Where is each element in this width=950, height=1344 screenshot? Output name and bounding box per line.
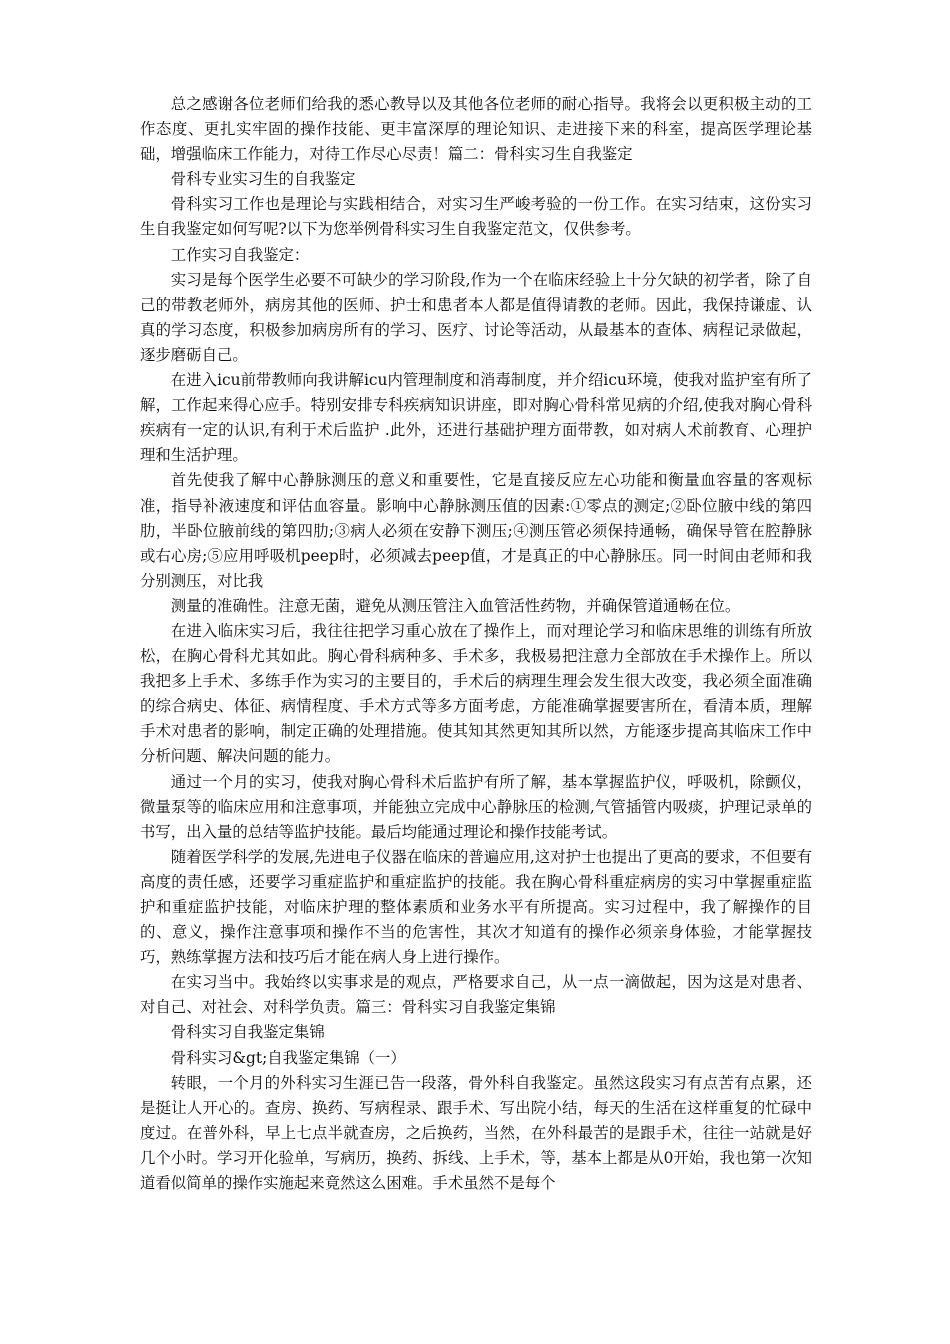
paragraph: 在进入icu前带教师向我讲解icu内管理制度和消毒制度，并介绍icu环境，使我对监护室有所了解，工作起来得心应手。特别安排专科疾病知识讲座，即对胸心骨科常见病的介绍,使我对胸心骨科疾病有一定的认识,有利于术后监护 .此外，还进行基础护理方面带教，如对病人术前教育、心理护理和生活护理。 [140, 371, 812, 465]
paragraph: 在进入临床实习后，我往往把学习重心放在了操作上，而对理论学习和临床思维的训练有所放松，在胸心骨科尤其如此。胸心骨科病种多、手术多，我极易把注意力全部放在手术操作上。所以我把多上手术、多练手作为实习的主要目的，手术后的病理生理会发生很大改变，我必须全面准确的综合病史、体征、病情程度、手术方式等多方面考虑，方能准确掌握要害所在，看清本质，理解手术对患者的影响，制定正确的处理措施。使其知其然更知其所以然，方能逐步提高其临床工作中分析问题、解决问题的能力。 [140, 621, 812, 766]
paragraph: 在实习当中。我始终以实事求是的观点，严格要求自己，从一点一滴做起，因为这是对患者、对自己、对社会、对科学负责。篇三：骨科实习自我鉴定集锦 [140, 973, 812, 1017]
document-page [140, 92, 812, 1196]
paragraph: 骨科实习工作也是理论与实践相结合，对实习生严峻考验的一份工作。在实习结束，这份实习生自我鉴定如何写呢?以下为您举例骨科实习生自我鉴定范文，仅供参考。 [140, 195, 812, 239]
paragraph: 通过一个月的实习，使我对胸心骨科术后监护有所了解，基本掌握监护仪，呼吸机，除颤仪，微量泵等的临床应用和注意事项，并能独立完成中心静脉压的检测,气管插管内吸痰，护理记录单的书写，出入量的总结等监护技能。最后均能通过理论和操作技能考试。 [140, 772, 812, 841]
paragraph: 实习是每个医学生必要不可缺少的学习阶段,作为一个在临床经验上十分欠缺的初学者，除了自己的带教老师外，病房其他的医师、护士和患者本人都是值得请教的老师。因此，我保持谦虚、认真的学习态度，积极参加病房所有的学习、医疗、讨论等活动，从最基本的查体、病程记录做起，逐步磨砺自己。 [140, 270, 812, 364]
section-heading: 骨科专业实习生的自我鉴定 [170, 170, 356, 189]
paragraph: 转眼，一个月的外科实习生涯已告一段落，骨外科自我鉴定。虽然这段实习有点苦有点累，还是挺让人开心的。查房、换药、写病程录、跟手术、写出院小结，每天的生活在这样重复的忙碌中度过。在普外科，早上七点半就查房，之后换药，当然，在外科最苦的是跟手术，往往一站就是好几个小时。学习开化验单，写病历，换药、拆线、上手术，等，基本上都是从0开始，我也第一次知道看似简单的操作实施起来竟然这么困难。手术虽然不是每个 [140, 1073, 812, 1193]
paragraph: 首先使我了解中心静脉测压的意义和重要性，它是直接反应左心功能和衡量血容量的客观标准，指导补液速度和评估血容量。影响中心静脉测压值的因素:①零点的测定;②卧位腋中线的第四肋，半卧位腋前线的第四肋;③病人必须在安静下测压;④测压管必须保持通畅，确保导管在腔静脉或右心房;⑤应用呼吸机peep时，必须减去peep值，才是真正的中心静脉压。同一时间由老师和我分别测压，对比我 [140, 471, 812, 590]
paragraph: 测量的准确性。注意无菌，避免从测压管注入血管活性药物，并确保管道通畅在位。 [170, 596, 741, 615]
section-heading: 骨科实习自我鉴定集锦 [170, 1023, 325, 1042]
subheading: 骨科实习&gt;自我鉴定集锦（一） [170, 1048, 406, 1067]
subheading: 工作实习自我鉴定： [170, 245, 310, 264]
paragraph: 随着医学科学的发展,先进电子仪器在临床的普遍应用,这对护士也提出了更高的要求，不但要有高度的责任感，还要学习重症监护和重症监护的技能。我在胸心骨科重症病房的实习中掌握重症监护和重症监护技能，对临床护理的整体素质和业务水平有所提高。实习过程中，我了解操作的目的、意义，操作注意事项和操作不当的危害性，其次才知道有的操作必须亲身体验，才能掌握技巧，熟练掌握方法和技巧后才能在病人身上进行操作。 [140, 847, 812, 967]
paragraph: 总之感谢各位老师们给我的悉心教导以及其他各位老师的耐心指导。我将会以更积极主动的工作态度、更扎实牢固的操作技能、更丰富深厚的理论知识、走进接下来的科室，提高医学理论基础，增强临床工作能力，对待工作尽心尽责！篇二：骨科实习生自我鉴定 [140, 95, 812, 164]
